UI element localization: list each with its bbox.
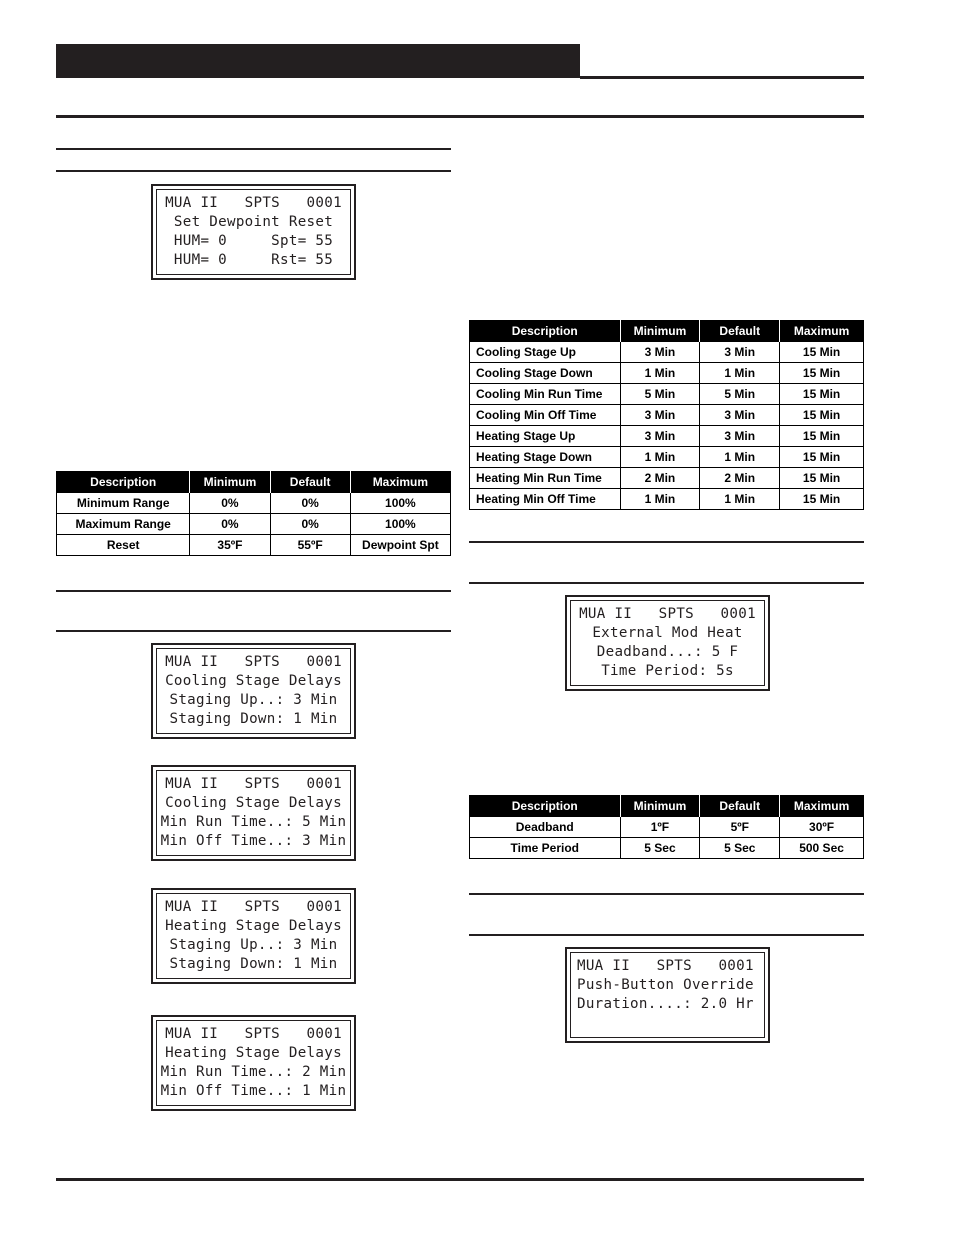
divider [469, 582, 864, 584]
lcd-line: Min Off Time..: 3 Min [160, 833, 347, 849]
cell: 5 Min [700, 384, 780, 405]
cell: Minimum Range [57, 493, 190, 514]
col-header: Minimum [620, 321, 700, 342]
lcd-line: Staging Up..: 3 Min [169, 692, 338, 708]
cell: 1 Min [620, 363, 700, 384]
divider [56, 590, 451, 592]
lcd-line: MUA II SPTS 0001 [579, 606, 756, 622]
lcd-line: Heating Stage Delays [165, 1045, 342, 1061]
lcd-line: MUA II SPTS 0001 [165, 899, 342, 915]
cell: Maximum Range [57, 514, 190, 535]
cell: 2 Min [620, 468, 700, 489]
table-row [57, 535, 451, 556]
cell: Reset [57, 535, 190, 556]
cell: 500 Sec [780, 838, 864, 859]
lcd-line: Push-Button Override [577, 977, 754, 993]
cell: 1 Min [700, 489, 780, 510]
cell: 1 Min [700, 363, 780, 384]
cell: 0% [190, 514, 270, 535]
cell: Cooling Stage Down [470, 363, 621, 384]
col-header: Maximum [780, 796, 864, 817]
lcd-line: Set Dewpoint Reset [173, 214, 334, 230]
stage-delays-table [469, 320, 864, 510]
cell: 3 Min [700, 426, 780, 447]
lcd-line: Cooling Stage Delays [165, 673, 342, 689]
divider [56, 630, 451, 632]
table-row [57, 493, 451, 514]
cell: 15 Min [780, 384, 864, 405]
col-header: Minimum [620, 796, 700, 817]
col-header: Description [57, 472, 190, 493]
table-row [470, 342, 864, 363]
cell: 1 Min [700, 447, 780, 468]
cell: 0% [270, 493, 350, 514]
cell: Cooling Min Off Time [470, 405, 621, 426]
divider [56, 148, 451, 150]
lcd-cooling-stage-delays [151, 643, 356, 739]
cell: Heating Min Run Time [470, 468, 621, 489]
cell: 15 Min [780, 405, 864, 426]
cell: 5ºF [700, 817, 780, 838]
cell: 100% [350, 493, 450, 514]
cell: 5 Sec [620, 838, 700, 859]
col-header: Default [270, 472, 350, 493]
lcd-line: HUM= 0 Spt= 55 [173, 233, 334, 249]
cell: Heating Min Off Time [470, 489, 621, 510]
cell: 3 Min [700, 342, 780, 363]
cell: Time Period [470, 838, 621, 859]
divider [469, 541, 864, 543]
cell: 0% [190, 493, 270, 514]
cell: Dewpoint Spt [350, 535, 450, 556]
lcd-line: Min Run Time..: 5 Min [160, 814, 347, 830]
lcd-line: Cooling Stage Delays [165, 795, 342, 811]
cell: 0% [270, 514, 350, 535]
dewpoint-table [56, 471, 451, 556]
section-rule [56, 115, 864, 118]
col-header: Maximum [350, 472, 450, 493]
cell: 5 Sec [700, 838, 780, 859]
col-header: Description [470, 321, 621, 342]
lcd-line: HUM= 0 Rst= 55 [173, 252, 334, 268]
lcd-line: Time Period: 5s [601, 663, 734, 679]
cell: 3 Min [620, 426, 700, 447]
cell: 3 Min [620, 405, 700, 426]
lcd-cooling-run-times [151, 765, 356, 861]
lcd-dewpoint-reset [151, 184, 356, 280]
col-header: Default [700, 321, 780, 342]
cell: 5 Min [620, 384, 700, 405]
lcd-line: External Mod Heat [592, 625, 743, 641]
lcd-line: Min Off Time..: 1 Min [160, 1083, 347, 1099]
cell: 1 Min [620, 489, 700, 510]
cell: 15 Min [780, 426, 864, 447]
cell: 15 Min [780, 363, 864, 384]
header-rule [580, 76, 864, 79]
divider [56, 170, 451, 172]
cell: Deadband [470, 817, 621, 838]
col-header: Default [700, 796, 780, 817]
divider [469, 893, 864, 895]
cell: 55ºF [270, 535, 350, 556]
cell: 100% [350, 514, 450, 535]
table-row [470, 405, 864, 426]
header-bar [56, 44, 580, 78]
cell: 3 Min [620, 342, 700, 363]
cell: 15 Min [780, 447, 864, 468]
lcd-heating-run-times [151, 1015, 356, 1111]
cell: Cooling Min Run Time [470, 384, 621, 405]
col-header: Minimum [190, 472, 270, 493]
col-header: Description [470, 796, 621, 817]
lcd-line: MUA II SPTS 0001 [165, 776, 342, 792]
cell: Heating Stage Up [470, 426, 621, 447]
lcd-line: Min Run Time..: 2 Min [160, 1064, 347, 1080]
lcd-heating-stage-delays [151, 888, 356, 984]
cell: 1 Min [620, 447, 700, 468]
table-row [57, 514, 451, 535]
table-row [470, 489, 864, 510]
table-row [470, 838, 864, 859]
cell: 15 Min [780, 342, 864, 363]
table-row [470, 468, 864, 489]
table-row [470, 384, 864, 405]
table-row [470, 426, 864, 447]
lcd-line: Deadband...: 5 F [596, 644, 739, 660]
cell: Heating Stage Down [470, 447, 621, 468]
lcd-line: Staging Down: 1 Min [169, 711, 338, 727]
lcd-line: Heating Stage Delays [165, 918, 342, 934]
lcd-push-button-override [565, 947, 770, 1043]
lcd-line: MUA II SPTS 0001 [165, 654, 342, 670]
table-row [470, 447, 864, 468]
cell: 15 Min [780, 468, 864, 489]
cell: 30ºF [780, 817, 864, 838]
cell: 1ºF [620, 817, 700, 838]
table-row [470, 363, 864, 384]
cell: 2 Min [700, 468, 780, 489]
cell: Cooling Stage Up [470, 342, 621, 363]
cell: 3 Min [700, 405, 780, 426]
lcd-line: MUA II SPTS 0001 [577, 958, 754, 974]
lcd-line: Duration....: 2.0 Hr [577, 996, 754, 1012]
cell: 15 Min [780, 489, 864, 510]
footer-rule [56, 1178, 864, 1181]
ext-mod-heat-table [469, 795, 864, 859]
col-header: Maximum [780, 321, 864, 342]
lcd-line: Staging Down: 1 Min [169, 956, 338, 972]
lcd-line: MUA II SPTS 0001 [165, 1026, 342, 1042]
cell: 35ºF [190, 535, 270, 556]
lcd-line: MUA II SPTS 0001 [165, 195, 342, 211]
divider [469, 934, 864, 936]
table-row [470, 817, 864, 838]
lcd-line: Staging Up..: 3 Min [169, 937, 338, 953]
lcd-external-mod-heat [565, 595, 770, 691]
